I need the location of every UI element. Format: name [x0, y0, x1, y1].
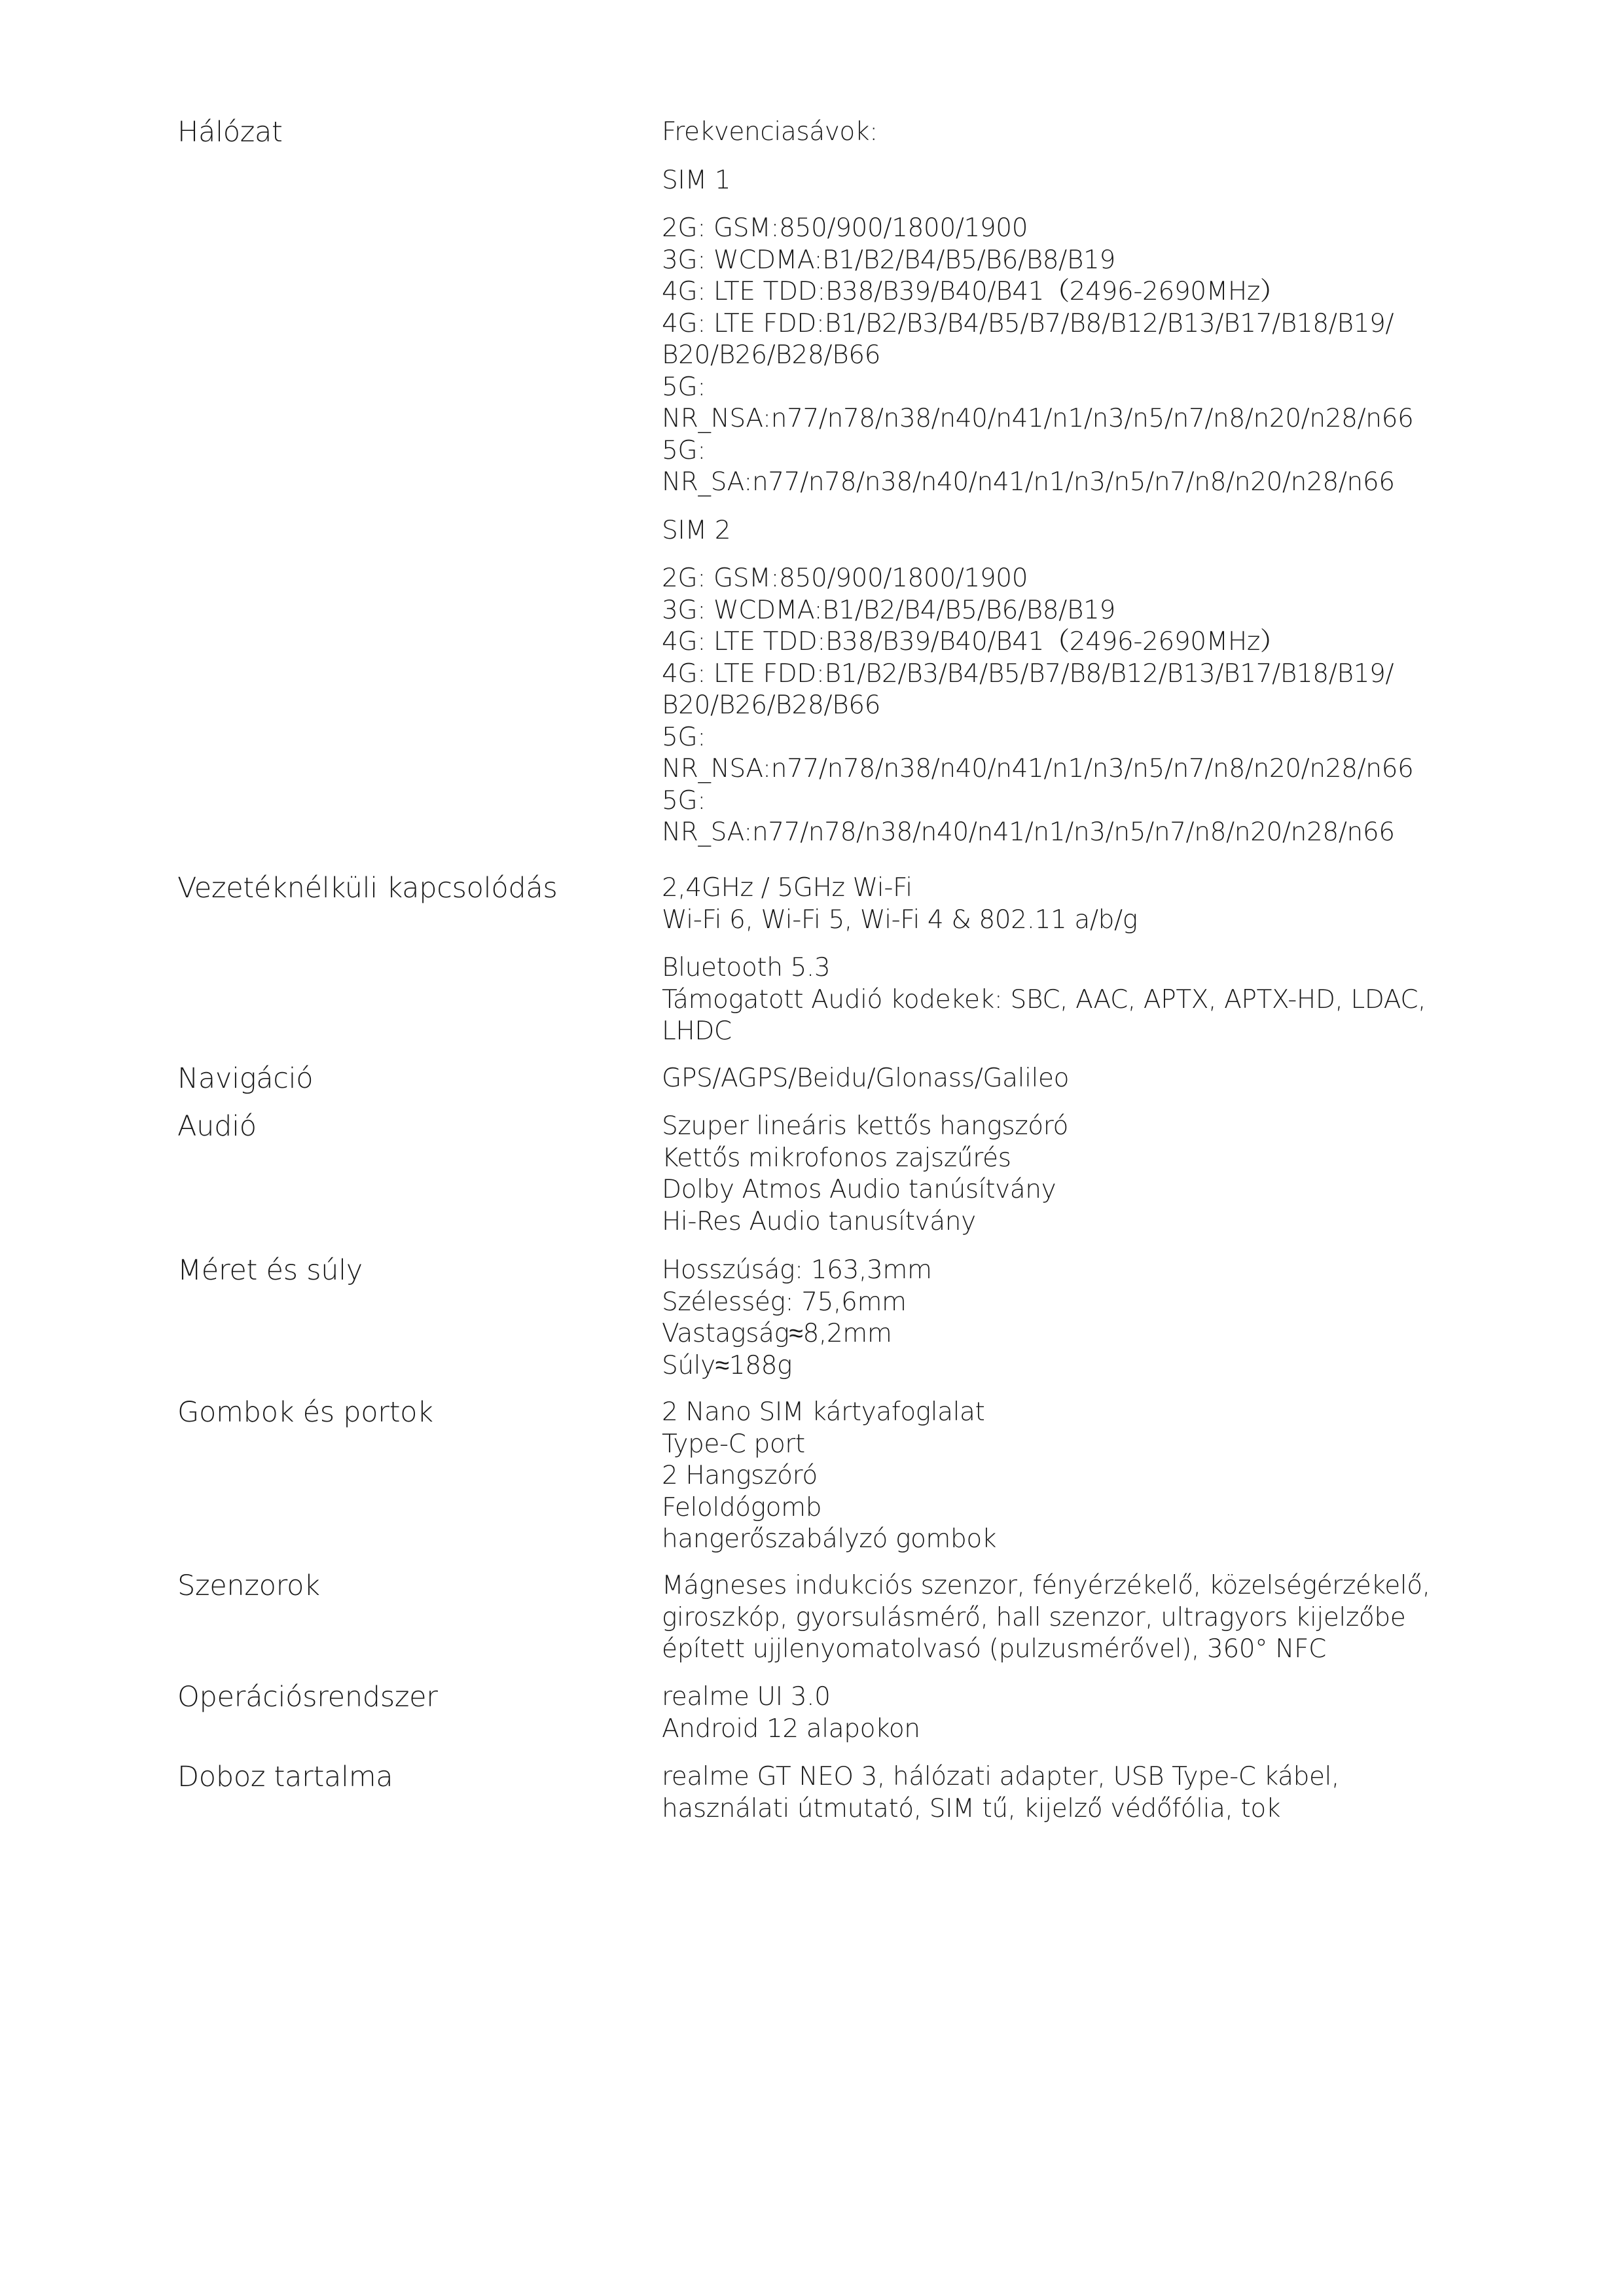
spec-label: Audió: [177, 1110, 257, 1143]
spec-value: [662, 1255, 1624, 1382]
spec-label: Hálózat: [177, 116, 283, 149]
spec-value: [662, 1761, 1624, 1825]
spec-text: Frekvenciasávok:: [662, 117, 878, 147]
spec-text: realme UI 3.0 Android 12 alapokon: [662, 1682, 920, 1744]
spec-label: Doboz tartalma: [177, 1761, 393, 1793]
spec-text: Bluetooth 5.3 Támogatott Audió kodekek: SBC, AAC, APTX, APTX-HD, LDAC, LHDC: [662, 953, 1426, 1046]
spec-text: Hosszúság: 163,3mm Szélesség: 75,6mm Vastagság≈8,2mm Súly≈188g: [662, 1255, 932, 1380]
spec-value: [662, 872, 1624, 1048]
spec-text: 2G: GSM:850/900/1800/1900 3G: WCDMA:B1/B2/B4/B5/B6/B8/B19 4G: LTE TDD:B38/B39/B40/B41（2496-2690MHz） 4G: LTE FDD:B1/B2/B3/B4/B5/B7/B8/B12/B13/B17/B18/B19/ B20/B26/B28/B66 5G: NR_NSA:n77/n78/n38/n40/n41/n1/n3/n5/n7/n8/n20/n28/n66 5G: NR_SA:n77/n78/n38/n40/n41/n1/n3/n5/n7/n8/n20/n28/n66: [662, 564, 1414, 847]
spec-text: 2,4GHz / 5GHz Wi-Fi Wi-Fi 6, Wi-Fi 5, Wi-Fi 4 & 802.11 a/b/g: [662, 873, 1138, 935]
spec-text: GPS/AGPS/Beidu/Glonass/Galileo: [662, 1064, 1070, 1093]
spec-label: Operációsrendszer: [177, 1681, 438, 1713]
spec-value: [662, 1397, 1624, 1556]
spec-label: Méret és súly: [177, 1254, 363, 1287]
spec-text: realme GT NEO 3, hálózati adapter, USB Type-C kábel, használati útmutató, SIM tű, kijelző védőfólia, tok: [662, 1762, 1339, 1823]
spec-text: SIM 1: [662, 165, 731, 195]
spec-value: [662, 1681, 1624, 1745]
spec-value: [662, 117, 1624, 849]
spec-text: SIM 2: [662, 515, 731, 545]
spec-value: [662, 1570, 1624, 1666]
spec-label: Navigáció: [177, 1062, 314, 1095]
spec-label: Vezetéknélküli kapcsolódás: [177, 872, 558, 905]
spec-value: [662, 1063, 1624, 1095]
spec-text: Szuper lineáris kettős hangszóró Kettős mikrofonos zajszűrés Dolby Atmos Audio tanúsítvány Hi-Res Audio tanusítvány: [662, 1111, 1068, 1236]
spec-label: Szenzorok: [177, 1570, 320, 1602]
spec-value: [662, 1111, 1624, 1238]
spec-text: 2 Nano SIM kártyafoglalat Type-C port 2 Hangszóró Feloldógomb hangerőszabályzó gombok: [662, 1397, 997, 1554]
spec-label: Gombok és portok: [177, 1396, 433, 1429]
spec-text: Mágneses indukciós szenzor, fényérzékelő, közelségérzékelő, giroszkóp, gyorsulásmérő, hall szenzor, ultragyors kijelzőbe épített ujjlenyomatolvasó (pulzusmérővel), 360° NFC: [662, 1571, 1430, 1664]
spec-text: 2G: GSM:850/900/1800/1900 3G: WCDMA:B1/B2/B4/B5/B6/B8/B19 4G: LTE TDD:B38/B39/B40/B41（2496-2690MHz） 4G: LTE FDD:B1/B2/B3/B4/B5/B7/B8/B12/B13/B17/B18/B19/ B20/B26/B28/B66 5G: NR_NSA:n77/n78/n38/n40/n41/n1/n3/n5/n7/n8/n20/n28/n66 5G: NR_SA:n77/n78/n38/n40/n41/n1/n3/n5/n7/n8/n20/n28/n66: [662, 213, 1414, 497]
